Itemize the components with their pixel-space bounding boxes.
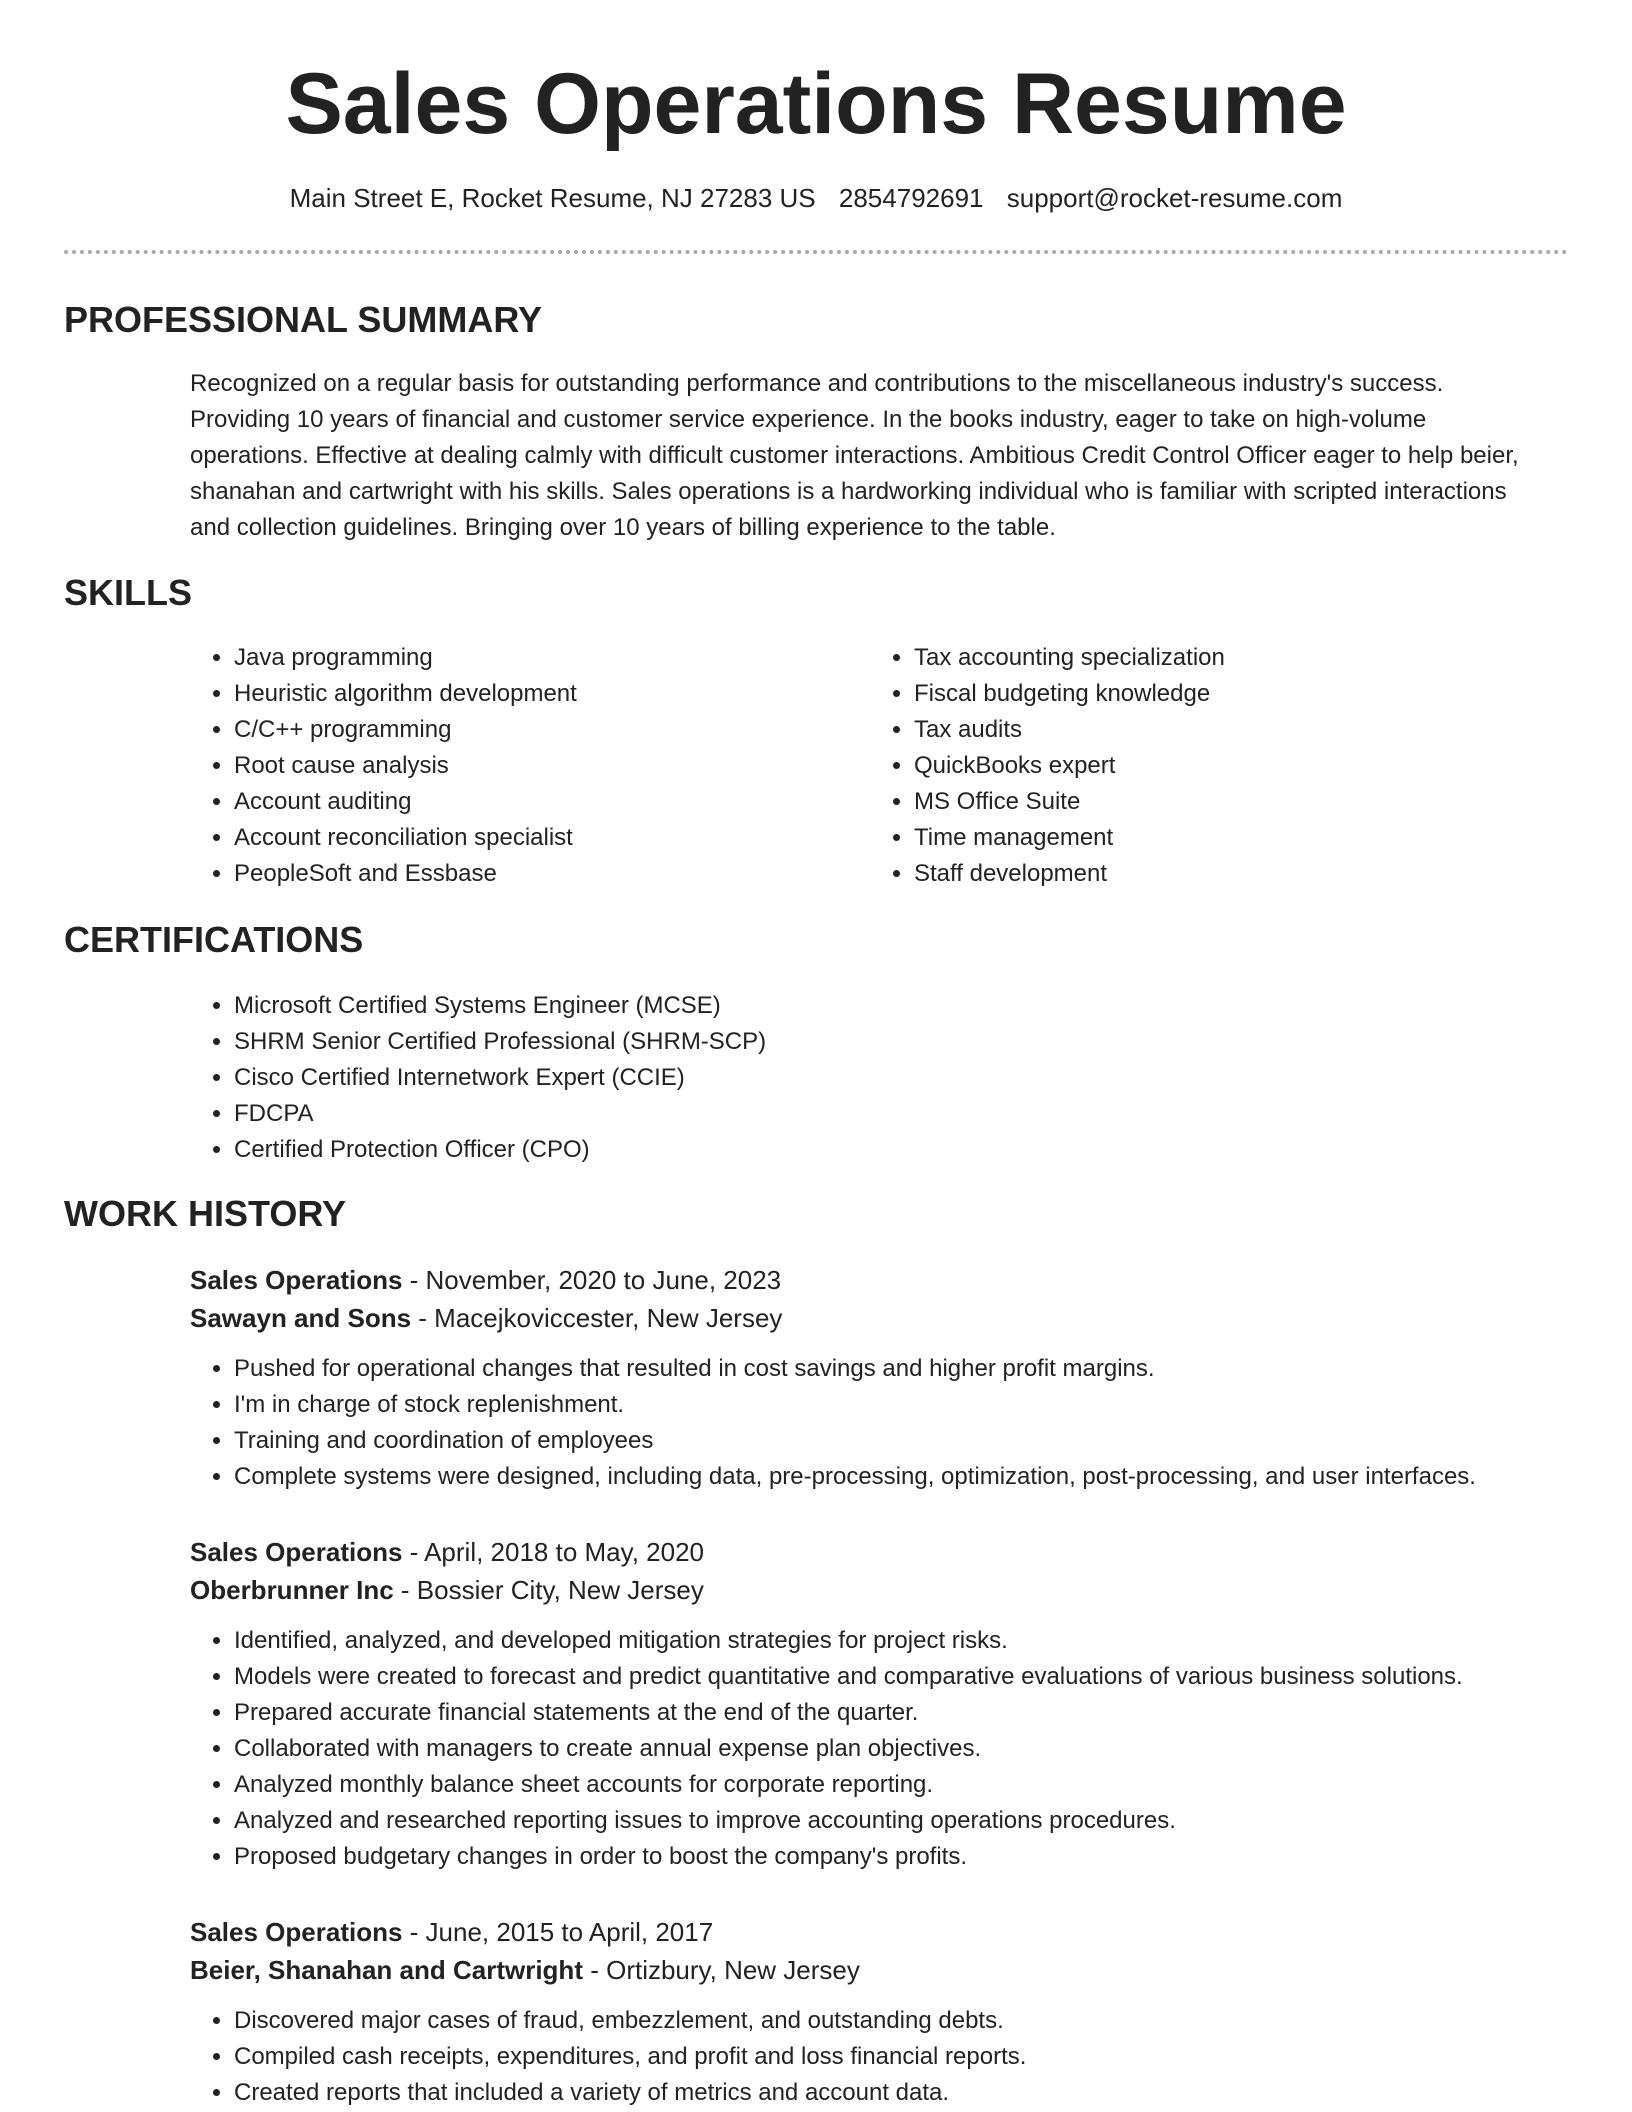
skill-item: • Account reconciliation specialist — [234, 820, 830, 856]
job-bullet: • Created reports that included a variety of metrics and account data. — [234, 2075, 1590, 2111]
resume-title: Sales Operations Resume — [285, 56, 1347, 152]
job-bullet: • Models were created to forecast and predict quantitative and comparative evaluations of various business solutions. — [234, 1659, 1590, 1695]
skill-item: • MS Office Suite — [914, 784, 1510, 820]
skill-item: • Account auditing — [234, 784, 830, 820]
header-divider — [64, 250, 1568, 254]
certification-item: • Certified Protection Officer (CPO) — [234, 1132, 1090, 1168]
job-dates: - November, 2020 to June, 2023 — [402, 1265, 782, 1295]
job-bullet: • Collaborated with managers to create annual expense plan objectives. — [234, 1731, 1590, 1767]
job-bullet: • Proposed budgetary changes in order to boost the company's profits. — [234, 1839, 1590, 1875]
certifications-list-wrap — [190, 988, 1090, 1168]
job-bullets — [190, 2003, 1590, 2111]
contact-phone: 2854792691 — [838, 183, 984, 213]
job-bullet: • Prepared accurate financial statements at the end of the quarter. — [234, 1695, 1590, 1731]
skill-item: • Java programming — [234, 640, 830, 676]
skill-item: • Tax accounting specialization — [914, 640, 1510, 676]
job-bullet: • Pushed for operational changes that resulted in cost savings and higher profit margins. — [234, 1351, 1590, 1387]
job-location: - Bossier City, New Jersey — [393, 1575, 704, 1605]
skill-item: • Fiscal budgeting knowledge — [914, 676, 1510, 712]
certification-item: • Microsoft Certified Systems Engineer (MCSE) — [234, 988, 1090, 1024]
skills-left-column — [190, 640, 830, 892]
skill-item: • QuickBooks expert — [914, 748, 1510, 784]
job-company: Oberbrunner Inc — [190, 1575, 394, 1605]
job-company-line — [190, 1951, 1590, 1989]
skills-left-list — [190, 640, 830, 892]
job-entry — [190, 1913, 1590, 2111]
job-entry — [190, 1533, 1590, 1875]
job-title-line — [190, 1913, 1590, 1951]
certifications-heading: CERTIFICATIONS — [64, 919, 364, 960]
job-title: Sales Operations — [190, 1265, 403, 1295]
summary-heading: PROFESSIONAL SUMMARY — [64, 299, 543, 340]
job-bullet: • I'm in charge of stock replenishment. — [234, 1387, 1590, 1423]
job-dates: - June, 2015 to April, 2017 — [402, 1917, 714, 1947]
job-company: Sawayn and Sons — [190, 1303, 412, 1333]
skill-item: • Tax audits — [914, 712, 1510, 748]
skill-item: • Heuristic algorithm development — [234, 676, 830, 712]
job-dates: - April, 2018 to May, 2020 — [402, 1537, 704, 1567]
job-bullet: • Compiled cash receipts, expenditures, and profit and loss financial reports. — [234, 2039, 1590, 2075]
certification-item: • SHRM Senior Certified Professional (SHRM-SCP) — [234, 1024, 1090, 1060]
job-title: Sales Operations — [190, 1537, 403, 1567]
skill-item: • C/C++ programming — [234, 712, 830, 748]
certification-item: • FDCPA — [234, 1096, 1090, 1132]
job-location: - Ortizbury, New Jersey — [582, 1955, 860, 1985]
skills-right-column — [870, 640, 1510, 892]
contact-email: support@rocket-resume.com — [1006, 183, 1343, 213]
summary-text: Recognized on a regular basis for outstanding performance and contributions to the miscellaneous industry's success. Providing 10 years of financial and customer service experience. In the books industry, eager to take on high-volume operations. Effective at dealing calmly with difficult customer interactions. Ambitious Credit Control Officer eager to help beier, shanahan and cartwright with his skills. Sales operations is a hardworking individual who is familiar with scripted interactions and collection guidelines. Bringing over 10 years of billing experience to the table. — [190, 370, 1519, 541]
job-bullet: • Discovered major cases of fraud, embezzlement, and outstanding debts. — [234, 2003, 1590, 2039]
skill-item: • Time management — [914, 820, 1510, 856]
skill-item: • PeopleSoft and Essbase — [234, 856, 830, 892]
certifications-list — [190, 988, 1090, 1168]
skills-right-list — [870, 640, 1510, 892]
job-entry — [190, 1261, 1590, 1495]
job-bullet: • Analyzed and researched reporting issues to improve accounting operations procedures. — [234, 1803, 1590, 1839]
skill-item: • Staff development — [914, 856, 1510, 892]
job-title-line — [190, 1261, 1590, 1299]
job-bullet: • Training and coordination of employees — [234, 1423, 1590, 1459]
job-title-line — [190, 1533, 1590, 1571]
job-bullets — [190, 1351, 1590, 1495]
skill-item: • Root cause analysis — [234, 748, 830, 784]
job-company: Beier, Shanahan and Cartwright — [190, 1955, 583, 1985]
certification-item: • Cisco Certified Internetwork Expert (CCIE) — [234, 1060, 1090, 1096]
job-bullet: • Complete systems were designed, including data, pre-processing, optimization, post-processing, and user interfaces. — [234, 1459, 1590, 1495]
contact-line — [0, 178, 1632, 218]
job-bullet: • Analyzed monthly balance sheet accounts for corporate reporting. — [234, 1767, 1590, 1803]
work-history-heading: WORK HISTORY — [64, 1193, 347, 1234]
contact-address: Main Street E, Rocket Resume, NJ 27283 US — [289, 183, 816, 213]
job-company-line — [190, 1299, 1590, 1337]
skills-heading: SKILLS — [64, 572, 193, 613]
job-bullets — [190, 1623, 1590, 1875]
job-company-line — [190, 1571, 1590, 1609]
job-title: Sales Operations — [190, 1917, 403, 1947]
job-location: - Macejkoviccester, New Jersey — [411, 1303, 783, 1333]
job-bullet: • Identified, analyzed, and developed mitigation strategies for project risks. — [234, 1623, 1590, 1659]
